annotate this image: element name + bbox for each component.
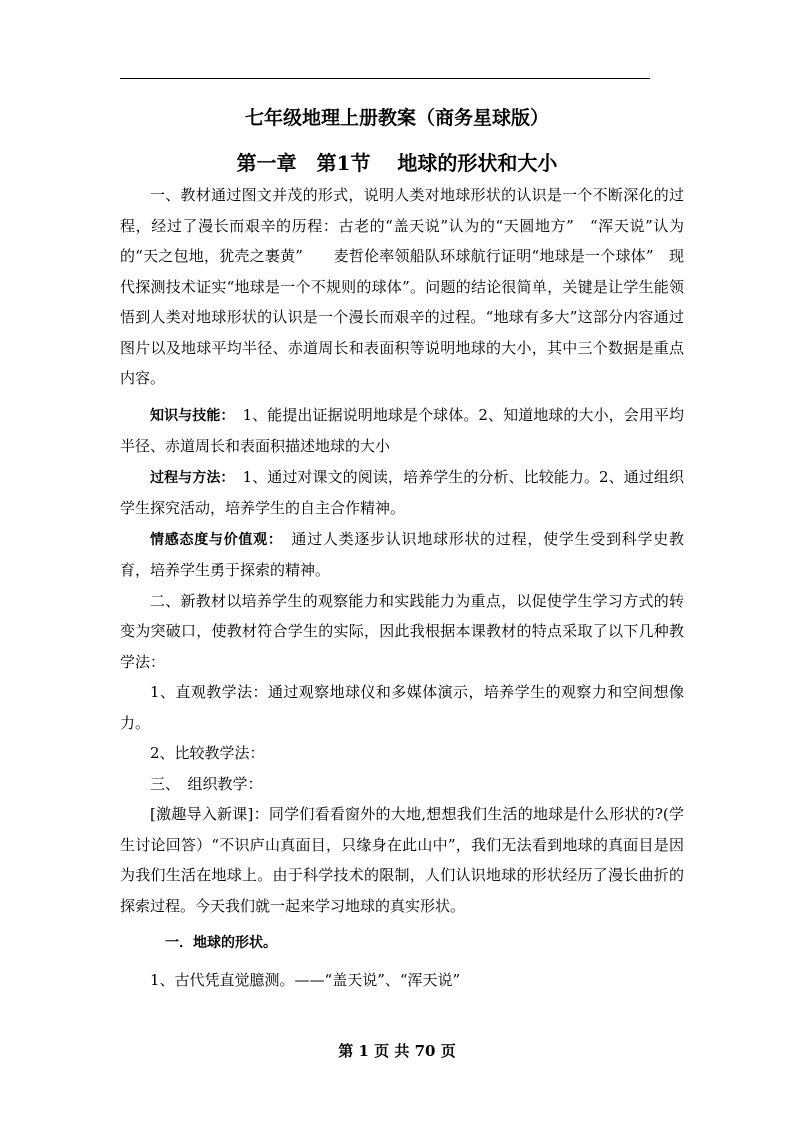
paragraph-attitude-values	[120, 524, 684, 586]
section-heading-text: 一．地球的形状。	[165, 935, 277, 951]
text-knowledge-skills: 1、能提出证据说明地球是个球体。2、知道地球的大小，会用平均半径、赤道周长和表面积描述地球的大小	[120, 405, 684, 455]
paragraph-overview: 一、教材通过图文并茂的形式，说明人类对地球形状的认识是一个不断深化的过程，经过了漫长而艰辛的历程：古老的“盖天说”认为的“天圆地方” “浑天说”认为的“天之包地，犹壳之裹黄” 麦哲伦率领船队环球航行证明“地球是一个球体” 现代探测技术证实“地球是一个不规则的球体”。问题的结论很简单，关键是让学生能领悟到人类对地球形状的认识是一个漫长而艰辛的过程。“地球有多大”这部分内容通过图片以及地球平均半径、赤道周长和表面积等说明地球的大小，其中三个数据是重点内容。	[120, 186, 684, 387]
page-number: 第 1 页 共 70 页	[338, 1042, 456, 1060]
label-knowledge-skills: 知识与技能：	[150, 407, 228, 424]
label-attitude-values: 情感态度与价值观：	[150, 531, 276, 548]
chapter-title: 第一章 第1节 地球的形状和大小	[236, 151, 558, 175]
paragraph-knowledge-skills	[120, 400, 684, 462]
document-body	[120, 180, 684, 995]
paragraph-process-methods	[120, 462, 684, 524]
paragraph-ancient-theories: 1、古代凭直觉臆测。——“盖天说”、“浑天说”	[150, 970, 461, 989]
section-heading-earth-shape	[120, 927, 684, 959]
paragraph-method-2: 2、比较教学法：	[150, 744, 265, 762]
text-process-methods: 1、通过对课文的阅读，培养学生的分析、比较能力。2、通过组织学生探究活动，培养学生的自主合作精神。	[120, 467, 684, 517]
paragraph-method-1: 1、直观教学法：通过观察地球仪和多媒体演示，培养学生的观察力和空间想像力。	[120, 683, 684, 732]
text-attitude-values: 通过人类逐步认识地球形状的过程，使学生受到科学史教育，培养学生勇于探索的精神。	[120, 529, 684, 579]
header-rule	[120, 78, 650, 79]
paragraph-introduction: [激趣导入新课]：同学们看看窗外的大地,想想我们生活的地球是什么形状的?(学生讨论回答）“不识庐山真面目，只缘身在此山中”，我们无法看到地球的真面目是因为我们生活在地球上。由于科学技术的限制，人们认识地球的形状经历了漫长曲折的探索过程。今天我们就一起来学习地球的真实形状。	[120, 805, 684, 915]
label-process-methods: 过程与方法：	[150, 469, 228, 486]
paragraph-organize-teaching: 三、 组织教学：	[150, 774, 263, 793]
paragraph-teaching-methods: 二、新教材以培养学生的观察能力和实践能力为重点，以促使学生学习方式的转变为突破口，使教材符合学生的实际，因此我根据本课教材的特点采取了以下几种教学法：	[120, 591, 684, 671]
document-title: 七年级地理上册教案（商务星球版）	[244, 107, 549, 129]
